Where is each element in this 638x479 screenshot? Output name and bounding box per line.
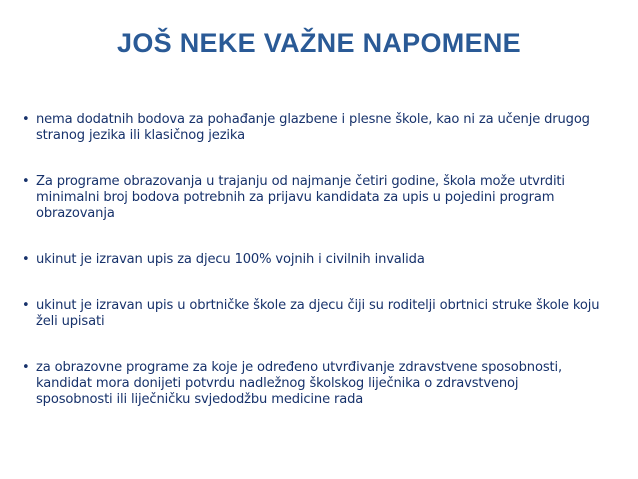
- bullet-text: Za programe obrazovanja u trajanju od najmanje četiri godine, škola može utvrditi minimalni broj bodova potrebnih za prijavu kandidata za upis u pojedini program obrazovanja: [36, 174, 565, 221]
- bullet-marker: •: [22, 252, 30, 267]
- bullet-item-2: [22, 174, 616, 222]
- bullet-marker: •: [22, 360, 30, 375]
- bullet-list: [22, 112, 612, 438]
- bullet-item-5: [22, 360, 596, 408]
- bullet-item-1: [22, 112, 602, 144]
- bullet-text: nema dodatnih bodova za pohađanje glazbene i plesne škole, kao ni za učenje drugog stranog jezika ili klasičnog jezika: [36, 112, 590, 143]
- bullet-marker: •: [22, 298, 30, 313]
- bullet-item-4: [22, 298, 608, 330]
- bullet-text: ukinut je izravan upis u obrtničke škole za djecu čiji su roditelji obrtnici struke škole koju želi upisati: [36, 298, 600, 329]
- bullet-text: ukinut je izravan upis za djecu 100% vojnih i civilnih invalida: [36, 252, 425, 267]
- bullet-item-3: [22, 252, 612, 268]
- bullet-marker: •: [22, 174, 30, 189]
- slide-title: JOŠ NEKE VAŽNE NAPOMENE: [117, 28, 521, 58]
- bullet-marker: •: [22, 112, 30, 127]
- bullet-text: za obrazovne programe za koje je određeno utvrđivanje zdravstvene sposobnosti, kandidat mora donijeti potvrdu nadležnog školskog liječnika o zdravstvenoj sposobnosti ili liječničku svjedodžbu medicine rada: [36, 360, 562, 407]
